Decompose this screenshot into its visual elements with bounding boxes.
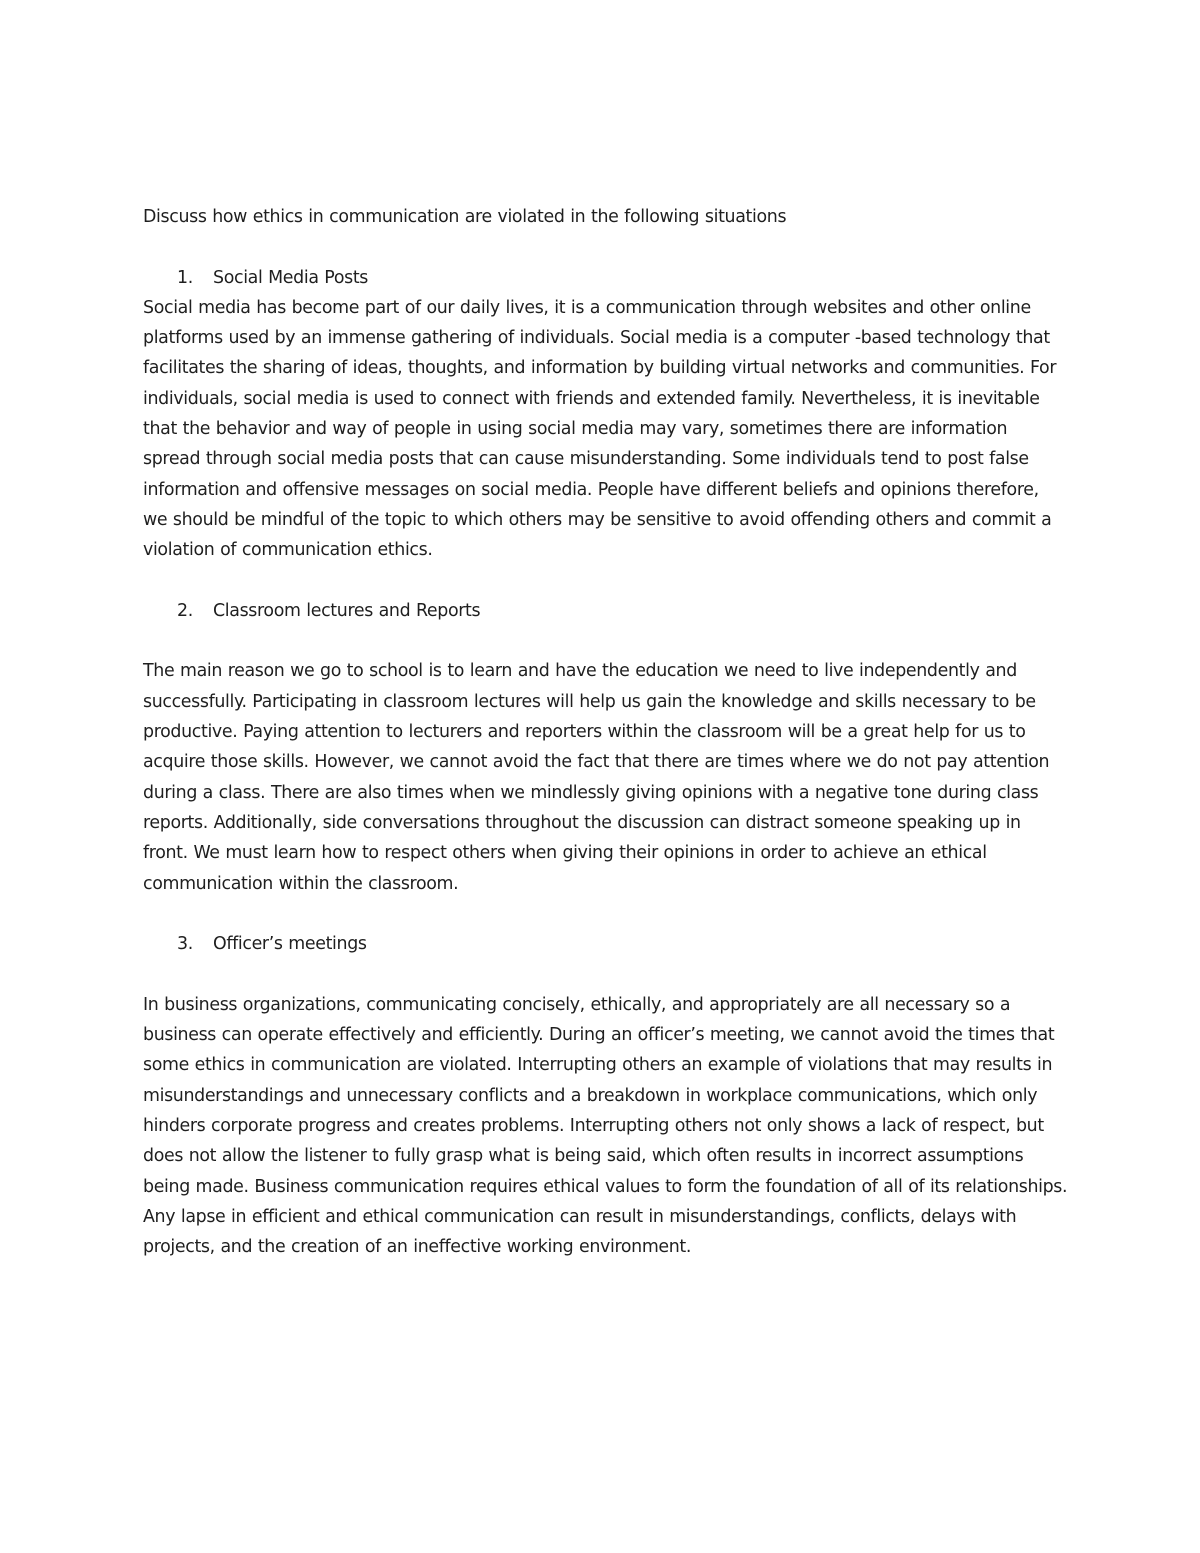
spacer	[143, 626, 1068, 656]
section-1-title: Social Media Posts	[213, 267, 368, 288]
section-2-heading	[143, 596, 1068, 626]
spacer	[143, 959, 1068, 989]
section-1-number: 1.	[177, 267, 193, 288]
section-3-heading	[143, 929, 1068, 959]
section-3-title: Officer’s meetings	[213, 934, 367, 955]
section-2-paragraph: The main reason we go to school is to learn and have the education we need to live independently and successfully. Participating in classroom lectures will help us gain the knowledge and skills necessary to be productive. Paying attention to lecturers and reporters within the classroom will be a great help for us to acquire those skills. However, we cannot avoid the fact that there are times where we do not pay attention during a class. There are also times when we mindlessly giving opinions with a negative tone during class reports. Additionally, side conversations throughout the discussion can distract someone speaking up in front. We must learn how to respect others when giving their opinions in order to achieve an ethical communication within the classroom.	[143, 661, 1050, 894]
section-2-number: 2.	[177, 600, 193, 621]
document-body	[143, 202, 1068, 1262]
section-2-title: Classroom lectures and Reports	[213, 600, 481, 621]
section-1-paragraph: Social media has become part of our daily lives, it is a communication through websites and other online platforms used by an immense gathering of individuals. Social media is a computer -based technology that facilitates the sharing of ideas, thoughts, and information by building virtual networks and communities. For individuals, social media is used to connect with friends and extended family. Nevertheless, it is inevitable that the behavior and way of people in using social media may vary, sometimes there are information spread through social media posts that can cause misunderstanding. Some individuals tend to post false information and offensive messages on social media. People have different beliefs and opinions therefore, we should be mindful of the topic to which others may be sensitive to avoid offending others and commit a violation of communication ethics.	[143, 297, 1057, 561]
spacer	[143, 566, 1068, 596]
section-3-paragraph: In business organizations, communicating concisely, ethically, and appropriately are all necessary so a business can operate effectively and efficiently. During an officer’s meeting, we cannot avoid the times that some ethics in communication are violated. Interrupting others an example of violations that may results in misunderstandings and unnecessary conflicts and a breakdown in workplace communications, which only hinders corporate progress and creates problems. Interrupting others not only shows a lack of respect, but does not allow the listener to fully grasp what is being said, which often results in incorrect assumptions being made. Business communication requires ethical values to form the foundation of all of its relationships. Any lapse in efficient and ethical communication can result in misunderstandings, conflicts, delays with projects, and the creation of an ineffective working environment.	[143, 994, 1068, 1258]
section-1-heading	[143, 263, 1068, 293]
section-3-number: 3.	[177, 934, 193, 955]
spacer	[143, 899, 1068, 929]
prompt-heading: Discuss how ethics in communication are violated in the following situations	[143, 207, 787, 227]
